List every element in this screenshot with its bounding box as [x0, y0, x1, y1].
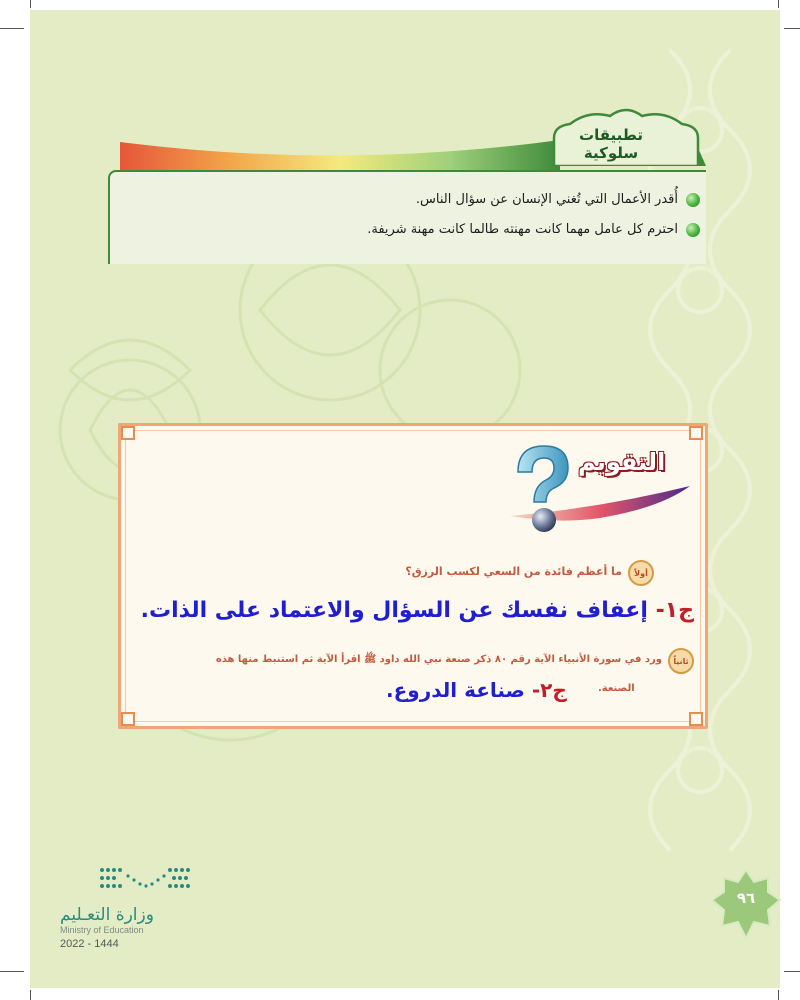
section-ribbon [120, 140, 560, 172]
list-item-text: احترم كل عامل مهما كانت مهنته طالما كانت مهنة شريفة. [367, 222, 678, 237]
question-badge: ثانياً [668, 648, 694, 674]
crop-mark [30, 0, 31, 8]
list-item [416, 192, 700, 207]
question-text: ما أعظم فائدة من السعي لكسب الرزق؟ [405, 565, 622, 578]
list-item [367, 222, 700, 237]
answer-1 [141, 598, 694, 623]
frame-corner [689, 712, 703, 726]
crop-mark [784, 971, 800, 972]
crop-mark [0, 971, 24, 972]
page-number: ٩٦ [736, 889, 756, 907]
question-1 [405, 560, 654, 586]
edition-year: 2022 - 1444 [60, 938, 119, 950]
crop-mark [784, 28, 800, 29]
question-2 [134, 648, 694, 674]
answer-label: ج١- [655, 598, 694, 623]
crop-mark [778, 990, 779, 1000]
bullet-icon [686, 193, 700, 207]
crop-mark [30, 990, 31, 1000]
section-title: تطبيقات سلوكية [579, 126, 643, 162]
bullet-icon [686, 223, 700, 237]
question-text-continued: الصنعة. [598, 683, 635, 694]
behavior-box [108, 170, 706, 264]
frame-corner [121, 426, 135, 440]
crop-mark [778, 0, 779, 8]
list-item-text: أُقدر الأعمال التي تُغني الإنسان عن سؤال الناس. [415, 192, 678, 207]
answer-2 [386, 678, 567, 702]
evaluation-title: التقويم [578, 448, 666, 476]
question-text: ورد في سورة الأنبياء الآية رقم ٨٠ ذكر صنعة نبي الله داود ﷺ اقرأ الآية ثم استنبط منها هذه [215, 654, 662, 665]
answer-label: ج٢- [531, 678, 567, 702]
answer-text: إعفاف نفسك عن السؤال والاعتماد على الذات. [140, 598, 648, 623]
ministry-logo-icon [96, 862, 192, 896]
answer-text: صناعة الدروع. [386, 678, 525, 702]
ministry-name-ar: وزارة التعـليم [60, 905, 154, 925]
crop-mark [0, 28, 24, 29]
question-badge: أولاً [628, 560, 654, 586]
ministry-name-en: Ministry of Education [60, 925, 144, 935]
frame-corner [121, 712, 135, 726]
